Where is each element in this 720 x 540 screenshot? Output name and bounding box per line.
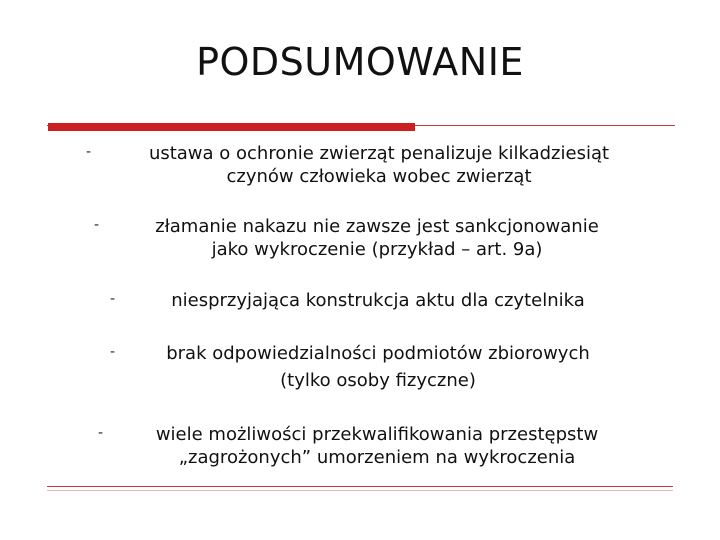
item-line: niesprzyjająca konstrukcja aktu dla czytelnika bbox=[171, 290, 585, 311]
list-item bbox=[128, 342, 628, 392]
bullet-marker: - bbox=[86, 144, 92, 160]
slide-title: PODSUMOWANIE bbox=[196, 40, 524, 84]
bullet-marker: - bbox=[98, 425, 104, 441]
list-item bbox=[130, 289, 626, 312]
item-line: wiele możliwości przekwalifikowania przestępstw bbox=[155, 424, 599, 445]
item-line: złamanie nakazu nie zawsze jest sankcjonowanie bbox=[155, 216, 599, 237]
list-item bbox=[102, 215, 652, 261]
bullet-marker: - bbox=[94, 217, 100, 233]
item-line: czynów człowieka wobec zwierząt bbox=[226, 166, 532, 187]
bullet-marker: - bbox=[110, 344, 116, 360]
list-item bbox=[95, 142, 663, 188]
item-line: „zagrożonych” umorzeniem na wykroczenia bbox=[178, 447, 576, 468]
title-accent-bar bbox=[48, 123, 415, 131]
list-item bbox=[112, 423, 642, 469]
item-line: brak odpowiedzialności podmiotów zbiorowych bbox=[166, 343, 590, 364]
item-line: (tylko osoby fizyczne) bbox=[280, 370, 476, 391]
bullet-marker: - bbox=[110, 291, 116, 307]
footer-rule-secondary bbox=[47, 490, 673, 491]
footer-rule bbox=[47, 486, 673, 487]
item-line: jako wykroczenie (przykład – art. 9a) bbox=[211, 239, 543, 260]
item-line: ustawa o ochronie zwierząt penalizuje kilkadziesiąt bbox=[148, 143, 610, 164]
